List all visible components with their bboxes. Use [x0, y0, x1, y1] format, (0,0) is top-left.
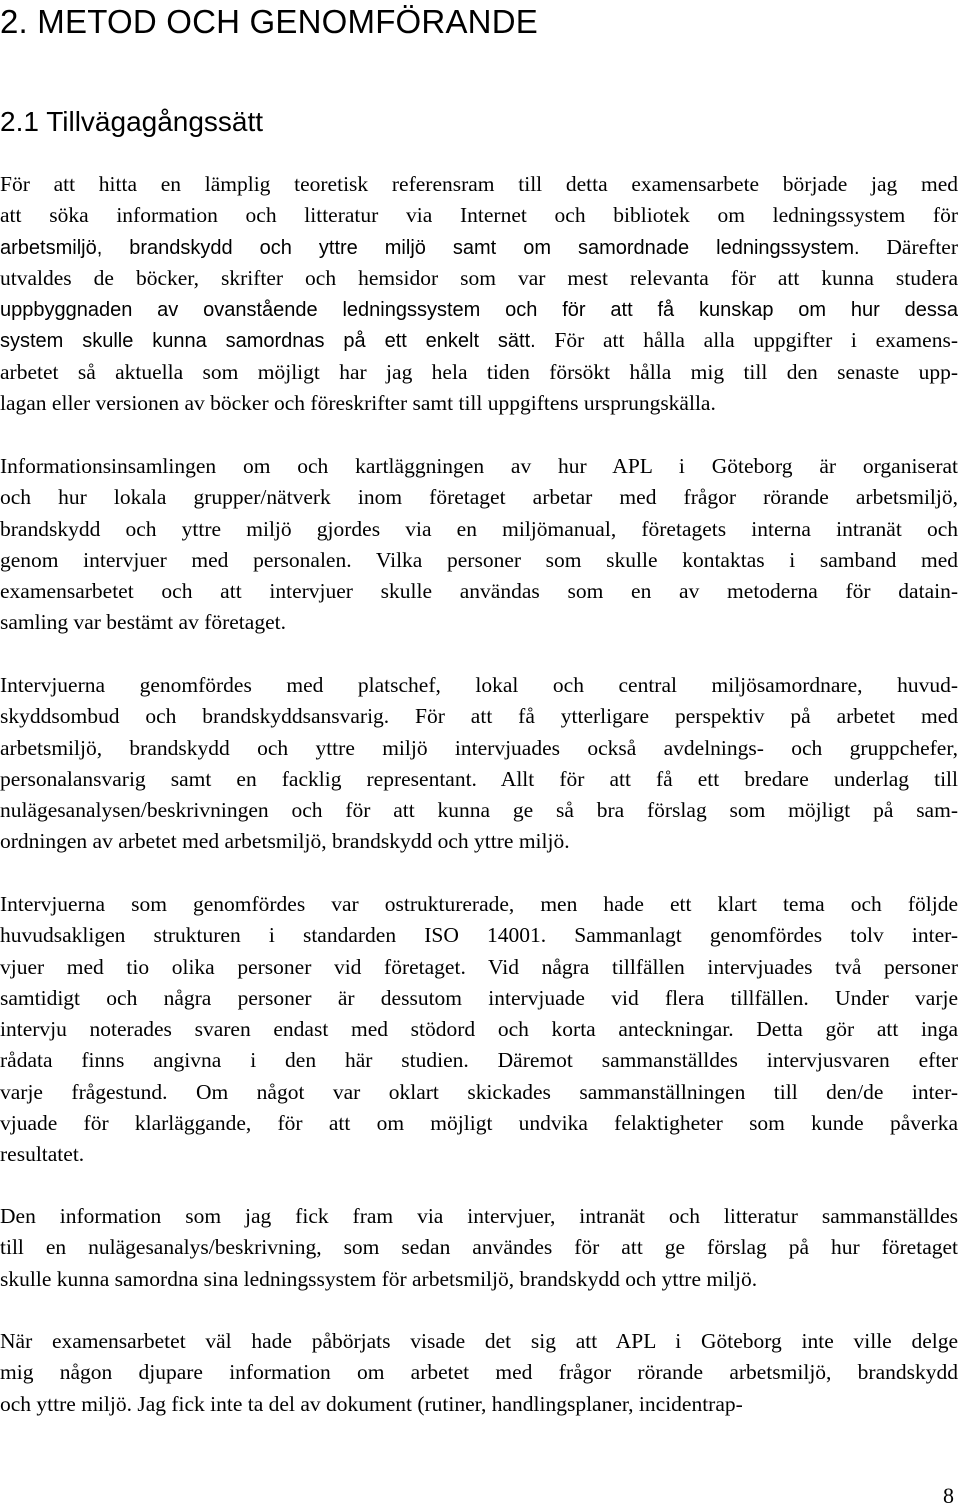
text-line	[0, 733, 958, 764]
section-title: 2.1 Tillvägagångssätt	[0, 106, 264, 137]
paragraph	[0, 889, 958, 1171]
text-line	[0, 514, 958, 545]
text-line	[0, 388, 958, 419]
text-line	[0, 1232, 958, 1263]
text-line	[0, 294, 958, 325]
text-line	[0, 263, 958, 294]
text-segment: uppbyggnaden av ovanstående ledningssystem och för att få kunskap om hur dessa	[0, 299, 958, 322]
text-line	[0, 482, 958, 513]
paragraph	[0, 451, 958, 639]
text-segment: samling var bestämt av företaget.	[0, 610, 286, 635]
text-line	[0, 889, 958, 920]
text-segment: arbetet så aktuella som möjligt har jag hela tiden försökt hålla mig till den senaste upp-	[0, 359, 958, 384]
text-line	[0, 1264, 958, 1295]
text-segment: rådata finns angivna i den här studien. Däremot sammanställdes intervjusvaren efter	[0, 1048, 958, 1073]
text-segment: För att hitta en lämplig teoretisk referensram till detta examensarbete började jag med	[0, 172, 958, 196]
text-segment: lagan eller versionen av böcker och föreskrifter samt till uppgiftens ursprungskälla.	[0, 391, 716, 416]
text-line	[0, 983, 958, 1014]
text-line	[0, 1357, 958, 1388]
text-segment: utvaldes de böcker, skrifter och hemsidor som var mest relevanta för att kunna studera	[0, 265, 958, 290]
text-segment: arbetsmiljö, brandskydd och yttre miljö samt om samordnade ledningssystem.	[0, 236, 860, 259]
text-segment: examensarbetet och att intervjuer skulle användas som en av metoderna för datain-	[0, 579, 958, 604]
text-segment: När examensarbetet väl hade påbörjats visade det sig att APL i Göteborg inte ville delge	[0, 1329, 958, 1353]
text-segment: till en nulägesanalys/beskrivning, som sedan användes för att ge förslag på hur företaget	[0, 1235, 958, 1260]
chapter-title: 2. METOD OCH GENOMFÖRANDE	[0, 3, 538, 40]
text-segment: och hur lokala grupper/nätverk inom företaget arbetar med frågor rörande arbetsmiljö,	[0, 485, 958, 510]
text-segment: vjuade för klarläggande, för att om möjligt undvika felaktigheter som kunde påverka	[0, 1111, 958, 1136]
text-line	[0, 764, 958, 795]
paragraph	[0, 169, 958, 419]
text-segment: personalansvarig samt en facklig representant. Allt för att få ett bredare underlag till	[0, 766, 958, 791]
text-segment: och yttre miljö. Jag fick inte ta del av dokument (rutiner, handlingsplaner, incidentrap-	[0, 1391, 743, 1416]
text-line	[0, 232, 958, 263]
text-segment: Intervjuerna som genomfördes var ostrukturerade, men hade ett klart tema och följde	[0, 892, 958, 916]
page-number: 8	[943, 1483, 954, 1508]
text-line	[0, 795, 958, 826]
text-segment: intervju noterades svaren endast med stödord och korta anteckningar. Detta gör att inga	[0, 1017, 958, 1042]
text-segment: att söka information och litteratur via Internet och bibliotek om ledningssystem för	[0, 203, 958, 228]
text-segment: samtidigt och några personer är dessutom intervjuade vid flera tillfällen. Under varje	[0, 985, 958, 1010]
text-line	[0, 1201, 958, 1232]
text-line	[0, 1014, 958, 1045]
text-line	[0, 670, 958, 701]
text-line	[0, 325, 958, 356]
paragraph	[0, 1201, 958, 1295]
text-segment: genom intervjuer med personalen. Vilka personer som skulle kontaktas i samband med	[0, 547, 958, 572]
text-segment: mig någon djupare information om arbetet med frågor rörande arbetsmiljö, brandskydd	[0, 1360, 958, 1385]
text-line	[0, 545, 958, 576]
text-segment: ordningen av arbetet med arbetsmiljö, brandskydd och yttre miljö.	[0, 829, 570, 854]
text-line	[0, 952, 958, 983]
text-segment: Därefter	[859, 234, 958, 259]
text-segment: resultatet.	[0, 1142, 85, 1167]
text-segment: Den information som jag fick fram via intervjuer, intranät och litteratur sammanställdes	[0, 1204, 958, 1228]
text-line	[0, 1139, 958, 1170]
text-line	[0, 451, 958, 482]
text-line	[0, 1108, 958, 1139]
paragraph	[0, 670, 958, 858]
text-segment: vjuer med tio olika personer vid företaget. Vid några tillfällen intervjuades två personer	[0, 954, 958, 979]
paragraph	[0, 1326, 958, 1420]
text-line	[0, 357, 958, 388]
text-line	[0, 169, 958, 200]
text-line	[0, 200, 958, 231]
text-segment: arbetsmiljö, brandskydd och yttre miljö intervjuades också avdelnings- och gruppchefer,	[0, 735, 958, 760]
text-line	[0, 826, 958, 857]
text-line	[0, 1077, 958, 1108]
text-line	[0, 1389, 958, 1420]
text-segment: varje frågestund. Om något var oklart skickades sammanställningen till den/de inter-	[0, 1079, 958, 1104]
text-segment: skulle kunna samordna sina ledningssystem för arbetsmiljö, brandskydd och yttre miljö.	[0, 1266, 758, 1291]
text-line	[0, 576, 958, 607]
text-line	[0, 1045, 958, 1076]
text-segment: brandskydd och yttre miljö gjordes via en miljömanual, företagets interna intranät och	[0, 516, 958, 541]
text-segment: system skulle kunna samordnas på ett enkelt sätt.	[0, 330, 536, 353]
text-segment: För att hålla alla uppgifter i examens-	[535, 328, 958, 353]
text-segment: Intervjuerna genomfördes med platschef, lokal och central miljösamordnare, huvud-	[0, 673, 958, 697]
text-line	[0, 1326, 958, 1357]
text-line	[0, 920, 958, 951]
text-line	[0, 607, 958, 638]
text-segment: Informationsinsamlingen om och kartläggningen av hur APL i Göteborg är organiserat	[0, 454, 958, 478]
text-segment: nulägesanalysen/beskrivningen och för att kunna ge så bra förslag som möjligt på sam-	[0, 798, 958, 823]
text-segment: huvudsakligen strukturen i standarden ISO 14001. Sammanlagt genomfördes tolv inter-	[0, 923, 958, 948]
text-segment: skyddsombud och brandskyddsansvarig. För att få ytterligare perspektiv på arbetet med	[0, 704, 958, 729]
text-line	[0, 701, 958, 732]
